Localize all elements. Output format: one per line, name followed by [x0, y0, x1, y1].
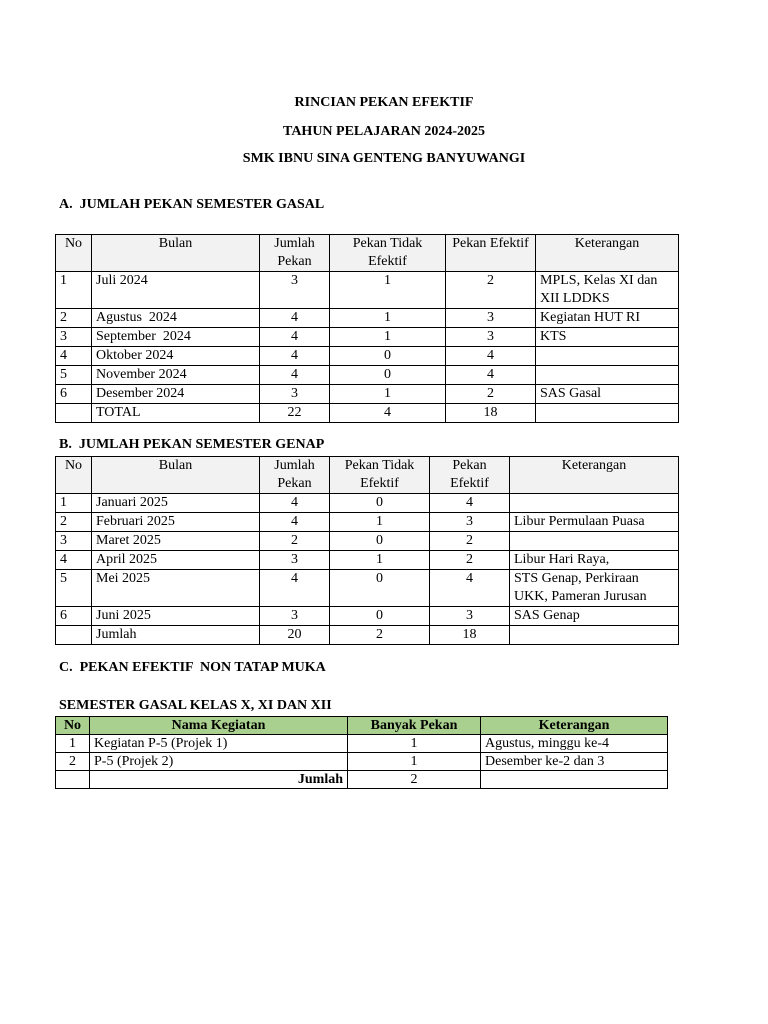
table-row: [56, 753, 668, 771]
cell-bulan: Juni 2025: [92, 607, 260, 626]
cell-no: 1: [56, 494, 92, 513]
cell-keterangan: [536, 404, 679, 423]
cell-jumlah: 3: [260, 551, 330, 570]
cell-no: [56, 771, 90, 789]
cell-jumlah: 4: [260, 570, 330, 607]
cell-tidak: 0: [330, 570, 430, 607]
cell-total-tidak: 2: [330, 626, 430, 645]
cell-no: 2: [56, 753, 90, 771]
table-total-row: [56, 404, 679, 423]
table-non-tatap-muka: [55, 716, 668, 789]
cell-tidak: 1: [330, 328, 446, 347]
cell-total-jumlah: 22: [260, 404, 330, 423]
table-total-row: [56, 626, 679, 645]
col-header-bulan: Bulan: [92, 235, 260, 272]
cell-no: 1: [56, 735, 90, 753]
cell-nama-kegiatan: P-5 (Projek 2): [90, 753, 348, 771]
cell-tidak: 0: [330, 347, 446, 366]
table-total-row: [56, 771, 668, 789]
cell-keterangan: Libur Permulaan Puasa: [510, 513, 679, 532]
table-header-row: [56, 457, 679, 494]
cell-keterangan: [481, 771, 668, 789]
cell-keterangan: Agustus, minggu ke-4: [481, 735, 668, 753]
cell-no: 4: [56, 551, 92, 570]
cell-jumlah: 4: [260, 309, 330, 328]
col-header-no: No: [56, 235, 92, 272]
cell-keterangan: STS Genap, Perkiraan UKK, Pameran Jurusan: [510, 570, 679, 607]
cell-bulan: Januari 2025: [92, 494, 260, 513]
col-header-efektif: Pekan Efektif: [446, 235, 536, 272]
cell-bulan: November 2024: [92, 366, 260, 385]
cell-bulan: Mei 2025: [92, 570, 260, 607]
cell-no: 3: [56, 532, 92, 551]
cell-bulan: Agustus 2024: [92, 309, 260, 328]
cell-efektif: 2: [446, 272, 536, 309]
table-row: [56, 328, 679, 347]
section-b-title: B. JUMLAH PEKAN SEMESTER GENAP: [59, 437, 325, 452]
cell-no: 2: [56, 309, 92, 328]
table-row: [56, 309, 679, 328]
col-header-nama-kegiatan: Nama Kegiatan: [90, 717, 348, 735]
cell-keterangan: SAS Gasal: [536, 385, 679, 404]
cell-total-label: Jumlah: [92, 626, 260, 645]
table-semester-gasal: [55, 234, 679, 423]
cell-efektif: 4: [430, 570, 510, 607]
cell-banyak-pekan: 1: [348, 735, 481, 753]
cell-tidak: 1: [330, 272, 446, 309]
table-row: [56, 366, 679, 385]
cell-jumlah: 4: [260, 347, 330, 366]
col-header-keterangan: Keterangan: [510, 457, 679, 494]
cell-no: 5: [56, 570, 92, 607]
col-header-efektif: Pekan Efektif: [430, 457, 510, 494]
cell-efektif: 2: [446, 385, 536, 404]
cell-keterangan: [510, 626, 679, 645]
cell-tidak: 1: [330, 551, 430, 570]
cell-tidak: 1: [330, 513, 430, 532]
cell-keterangan: KTS: [536, 328, 679, 347]
cell-no: 2: [56, 513, 92, 532]
table-row: [56, 735, 668, 753]
cell-efektif: 3: [446, 309, 536, 328]
cell-bulan: April 2025: [92, 551, 260, 570]
table-row: [56, 494, 679, 513]
cell-bulan: Juli 2024: [92, 272, 260, 309]
cell-efektif: 3: [430, 607, 510, 626]
cell-jumlah: 4: [260, 513, 330, 532]
cell-efektif: 2: [430, 532, 510, 551]
cell-bulan: Oktober 2024: [92, 347, 260, 366]
col-header-keterangan: Keterangan: [481, 717, 668, 735]
cell-keterangan: [536, 366, 679, 385]
table-row: [56, 272, 679, 309]
col-header-tidak-efektif: Pekan Tidak Efektif: [330, 457, 430, 494]
cell-efektif: 2: [430, 551, 510, 570]
cell-keterangan: SAS Genap: [510, 607, 679, 626]
col-header-no: No: [56, 457, 92, 494]
col-header-banyak-pekan: Banyak Pekan: [348, 717, 481, 735]
cell-tidak: 1: [330, 385, 446, 404]
cell-efektif: 3: [430, 513, 510, 532]
cell-jumlah: 3: [260, 385, 330, 404]
cell-total-tidak: 4: [330, 404, 446, 423]
cell-total-pekan: 2: [348, 771, 481, 789]
section-a-title: A. JUMLAH PEKAN SEMESTER GASAL: [59, 197, 325, 212]
cell-total-label: TOTAL: [92, 404, 260, 423]
table-row: [56, 607, 679, 626]
cell-keterangan: Libur Hari Raya,: [510, 551, 679, 570]
col-header-tidak-efektif: Pekan Tidak Efektif: [330, 235, 446, 272]
cell-no: 4: [56, 347, 92, 366]
doc-title: RINCIAN PEKAN EFEKTIF: [294, 95, 474, 110]
cell-no: 6: [56, 607, 92, 626]
cell-jumlah: 4: [260, 366, 330, 385]
cell-total-label: Jumlah: [90, 771, 348, 789]
col-header-no: No: [56, 717, 90, 735]
cell-keterangan: MPLS, Kelas XI dan XII LDDKS: [536, 272, 679, 309]
cell-jumlah: 3: [260, 607, 330, 626]
cell-efektif: 4: [446, 366, 536, 385]
cell-bulan: Maret 2025: [92, 532, 260, 551]
cell-tidak: 1: [330, 309, 446, 328]
cell-keterangan: [510, 532, 679, 551]
cell-keterangan: [536, 347, 679, 366]
cell-efektif: 3: [446, 328, 536, 347]
table-row: [56, 551, 679, 570]
table-semester-genap: [55, 456, 679, 645]
cell-no: 1: [56, 272, 92, 309]
cell-jumlah: 4: [260, 328, 330, 347]
cell-bulan: Februari 2025: [92, 513, 260, 532]
cell-efektif: 4: [430, 494, 510, 513]
col-header-jumlah: Jumlah Pekan: [260, 457, 330, 494]
table-row: [56, 532, 679, 551]
col-header-bulan: Bulan: [92, 457, 260, 494]
table-row: [56, 385, 679, 404]
cell-jumlah: 2: [260, 532, 330, 551]
cell-no: [56, 626, 92, 645]
doc-year: TAHUN PELAJARAN 2024-2025: [283, 124, 485, 139]
cell-tidak: 0: [330, 366, 446, 385]
cell-efektif: 4: [446, 347, 536, 366]
table-header-row: [56, 717, 668, 735]
cell-tidak: 0: [330, 532, 430, 551]
table-row: [56, 570, 679, 607]
cell-keterangan: Desember ke-2 dan 3: [481, 753, 668, 771]
cell-jumlah: 3: [260, 272, 330, 309]
cell-tidak: 0: [330, 607, 430, 626]
cell-no: 3: [56, 328, 92, 347]
col-header-jumlah: Jumlah Pekan: [260, 235, 330, 272]
cell-no: [56, 404, 92, 423]
col-header-keterangan: Keterangan: [536, 235, 679, 272]
cell-total-efektif: 18: [446, 404, 536, 423]
table-row: [56, 347, 679, 366]
cell-keterangan: Kegiatan HUT RI: [536, 309, 679, 328]
cell-nama-kegiatan: Kegiatan P-5 (Projek 1): [90, 735, 348, 753]
cell-jumlah: 4: [260, 494, 330, 513]
cell-bulan: Desember 2024: [92, 385, 260, 404]
cell-bulan: September 2024: [92, 328, 260, 347]
cell-no: 5: [56, 366, 92, 385]
cell-tidak: 0: [330, 494, 430, 513]
doc-school: SMK IBNU SINA GENTENG BANYUWANGI: [242, 151, 526, 166]
section-c-subtitle: SEMESTER GASAL KELAS X, XI DAN XII: [59, 698, 332, 713]
cell-no: 6: [56, 385, 92, 404]
cell-banyak-pekan: 1: [348, 753, 481, 771]
cell-total-efektif: 18: [430, 626, 510, 645]
cell-keterangan: [510, 494, 679, 513]
table-header-row: [56, 235, 679, 272]
table-row: [56, 513, 679, 532]
section-c-title: C. PEKAN EFEKTIF NON TATAP MUKA: [59, 660, 326, 675]
cell-total-jumlah: 20: [260, 626, 330, 645]
